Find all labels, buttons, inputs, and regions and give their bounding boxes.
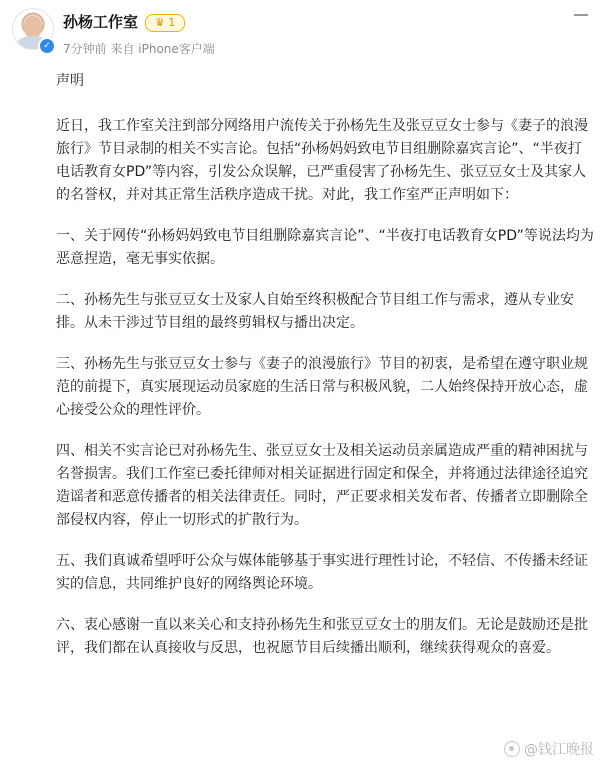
paragraph-2: 二、孙杨先生与张豆豆女士及家人自始至终积极配合节目组工作与需求，遵从专业安排。从未干涉过节目组的最终剪辑权与播出决定。: [56, 292, 574, 331]
author-name[interactable]: 孙杨工作室: [63, 13, 139, 31]
paragraph-intro: 近日，我工作室关注到部分网络用户流传关于孙杨先生及张豆豆女士参与《妻子的浪漫旅行》节目录制的相关不实言论。包括“孙杨妈妈致电节目组删除嘉宾言论”、“半夜打电话教育女PD”等内容，引发公众误解，已严重侵害了孙杨先生、张豆豆女士及其家人的名誉权，并对其正常生活秩序造成干扰。对此，我工作室严正声明如下：: [56, 118, 588, 203]
post-content: [56, 70, 594, 678]
avatar-face: [24, 16, 42, 38]
weibo-watermark: [504, 739, 594, 759]
paragraph-1: 一、关于网传“孙杨妈妈致电节目组删除嘉宾言论”、“半夜打电话教育女PD”等说法均为恶意捏造，毫无事实依据。: [56, 228, 594, 267]
paragraph-5: 五、我们真诚希望呼吁公众与媒体能够基于事实进行理性讨论，不轻信、不传播未经证实的信息，共同维护良好的网络舆论环境。: [56, 553, 588, 592]
paragraph-3: 三、孙杨先生与张豆豆女士参与《妻子的浪漫旅行》节目的初衷，是希望在遵守职业规范的前提下，真实展现运动员家庭的生活日常与积极风貌，二人始终保持开放心态，虚心接受公众的理性评价。: [56, 356, 588, 418]
post-title: 声明: [56, 73, 84, 89]
verified-icon: ✓: [38, 37, 56, 55]
watermark-text: @钱江晚报: [524, 742, 594, 758]
weibo-watermark-icon: [504, 741, 520, 757]
crown-badge-icon[interactable]: [145, 14, 185, 32]
post-header: [8, 6, 598, 58]
post-meta: 7分钟前 来自 iPhone客户端: [63, 42, 215, 56]
badge-level: 1: [168, 16, 176, 29]
paragraph-6: 六、衷心感谢一直以来关心和支持孙杨先生和张豆豆女士的朋友们。无论是鼓励还是批评，我们都在认真接收与反思，也祝愿节目后续播出顺利，继续获得观众的喜爱。: [56, 617, 588, 656]
paragraph-4: 四、相关不实言论已对孙杨先生、张豆豆女士及相关运动员亲属造成严重的精神困扰与名誉损害。我们工作室已委托律师对相关证据进行固定和保全，并将通过法律途径追究造谣者和恶意传播者的相关法律责任。同时，严正要求相关发布者、传播者立即删除全部侵权内容，停止一切形式的扩散行为。: [56, 443, 588, 528]
more-icon[interactable]: [574, 14, 590, 24]
crown-symbol: ♛: [154, 16, 165, 29]
